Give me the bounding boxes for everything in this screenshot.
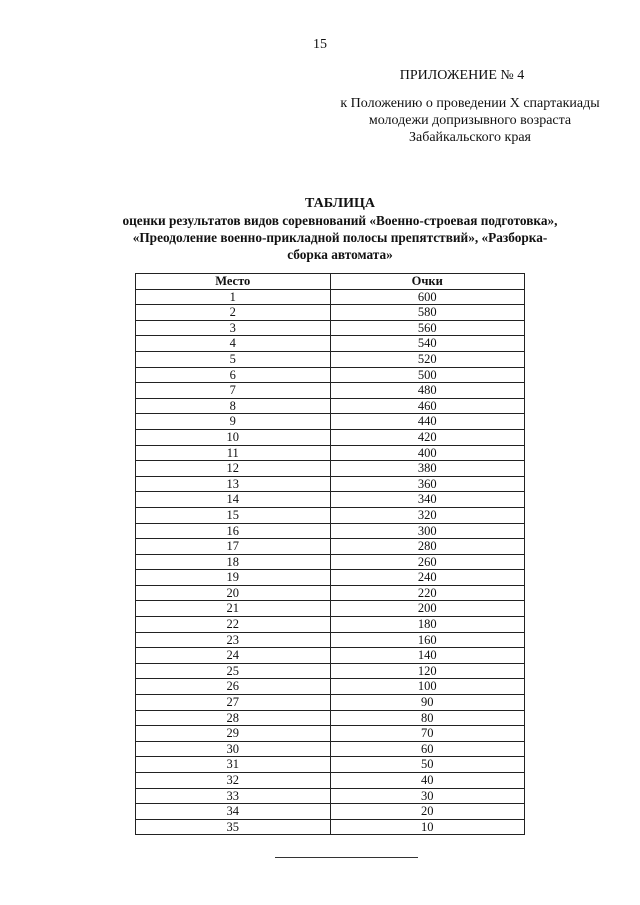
points-cell: 40 [330, 773, 525, 789]
place-cell: 29 [136, 726, 331, 742]
table-row [136, 632, 525, 648]
place-cell: 32 [136, 773, 331, 789]
place-cell: 8 [136, 398, 331, 414]
place-cell: 10 [136, 429, 331, 445]
points-cell: 480 [330, 383, 525, 399]
appendix-title: ПРИЛОЖЕНИЕ № 4 [399, 68, 525, 83]
place-cell: 22 [136, 617, 331, 633]
points-cell: 80 [330, 710, 525, 726]
table-row [136, 492, 525, 508]
page-number: 15 [313, 37, 327, 52]
table-row [136, 570, 525, 586]
score-table [135, 273, 525, 835]
footer-rule [275, 857, 418, 858]
points-cell: 380 [330, 461, 525, 477]
points-cell: 120 [330, 663, 525, 679]
table-row [136, 601, 525, 617]
table-title: ТАБЛИЦА [305, 196, 375, 211]
place-cell: 19 [136, 570, 331, 586]
points-cell: 140 [330, 648, 525, 664]
column-header-points: Очки [330, 274, 525, 290]
table-row [136, 305, 525, 321]
table-body [136, 289, 525, 835]
points-cell: 30 [330, 788, 525, 804]
table-row [136, 726, 525, 742]
points-cell: 540 [330, 336, 525, 352]
points-cell: 520 [330, 351, 525, 367]
place-cell: 23 [136, 632, 331, 648]
place-cell: 2 [136, 305, 331, 321]
table-row [136, 554, 525, 570]
table-row [136, 663, 525, 679]
place-cell: 13 [136, 476, 331, 492]
table-row [136, 539, 525, 555]
table-row [136, 648, 525, 664]
points-cell: 440 [330, 414, 525, 430]
place-cell: 21 [136, 601, 331, 617]
table-heading [70, 195, 610, 263]
table-row [136, 398, 525, 414]
table-row [136, 695, 525, 711]
points-cell: 50 [330, 757, 525, 773]
place-cell: 26 [136, 679, 331, 695]
points-cell: 340 [330, 492, 525, 508]
table-row [136, 289, 525, 305]
place-cell: 17 [136, 539, 331, 555]
appendix-block [330, 67, 610, 146]
place-cell: 15 [136, 507, 331, 523]
place-cell: 4 [136, 336, 331, 352]
table-row [136, 523, 525, 539]
table-row [136, 461, 525, 477]
points-cell: 300 [330, 523, 525, 539]
table-row [136, 320, 525, 336]
place-cell: 5 [136, 351, 331, 367]
table-row [136, 819, 525, 835]
points-cell: 420 [330, 429, 525, 445]
points-cell: 580 [330, 305, 525, 321]
points-cell: 200 [330, 601, 525, 617]
table-row [136, 414, 525, 430]
table-row [136, 445, 525, 461]
table-row [136, 367, 525, 383]
place-cell: 34 [136, 804, 331, 820]
points-cell: 360 [330, 476, 525, 492]
place-cell: 33 [136, 788, 331, 804]
place-cell: 18 [136, 554, 331, 570]
place-cell: 35 [136, 819, 331, 835]
place-cell: 11 [136, 445, 331, 461]
points-cell: 20 [330, 804, 525, 820]
place-cell: 20 [136, 585, 331, 601]
place-cell: 12 [136, 461, 331, 477]
place-cell: 28 [136, 710, 331, 726]
points-cell: 90 [330, 695, 525, 711]
table-row [136, 476, 525, 492]
table-row [136, 351, 525, 367]
table-row [136, 585, 525, 601]
table-row [136, 679, 525, 695]
table-row [136, 788, 525, 804]
points-cell: 560 [330, 320, 525, 336]
column-header-place: Место [136, 274, 331, 290]
place-cell: 16 [136, 523, 331, 539]
place-cell: 6 [136, 367, 331, 383]
place-cell: 7 [136, 383, 331, 399]
table-row [136, 741, 525, 757]
table-row [136, 804, 525, 820]
table-subtitle-line-2: «Преодоление военно-прикладной полосы препятствий», «Разборка- [132, 230, 548, 245]
table-subtitle-line-1: оценки результатов видов соревнований «Военно-строевая подготовка», [122, 213, 558, 228]
points-cell: 10 [330, 819, 525, 835]
table-row [136, 336, 525, 352]
place-cell: 9 [136, 414, 331, 430]
table-row [136, 429, 525, 445]
points-cell: 280 [330, 539, 525, 555]
table-subtitle-line-3: сборка автомата» [287, 247, 393, 262]
table-row [136, 507, 525, 523]
table-row [136, 757, 525, 773]
appendix-line-3: Забайкальского края [408, 130, 531, 145]
points-cell: 500 [330, 367, 525, 383]
table-row [136, 383, 525, 399]
points-cell: 180 [330, 617, 525, 633]
points-cell: 160 [330, 632, 525, 648]
place-cell: 25 [136, 663, 331, 679]
points-cell: 400 [330, 445, 525, 461]
points-cell: 70 [330, 726, 525, 742]
appendix-line-1: к Положению о проведении X спартакиады [340, 96, 600, 111]
points-cell: 600 [330, 289, 525, 305]
points-cell: 460 [330, 398, 525, 414]
points-cell: 100 [330, 679, 525, 695]
points-cell: 260 [330, 554, 525, 570]
appendix-line-2: молодежи допризывного возраста [368, 113, 572, 128]
table-header-row [136, 274, 525, 290]
points-cell: 240 [330, 570, 525, 586]
place-cell: 30 [136, 741, 331, 757]
points-cell: 220 [330, 585, 525, 601]
points-cell: 60 [330, 741, 525, 757]
place-cell: 14 [136, 492, 331, 508]
place-cell: 3 [136, 320, 331, 336]
place-cell: 31 [136, 757, 331, 773]
table-row [136, 710, 525, 726]
points-cell: 320 [330, 507, 525, 523]
place-cell: 1 [136, 289, 331, 305]
table-row [136, 617, 525, 633]
place-cell: 27 [136, 695, 331, 711]
place-cell: 24 [136, 648, 331, 664]
table-row [136, 773, 525, 789]
